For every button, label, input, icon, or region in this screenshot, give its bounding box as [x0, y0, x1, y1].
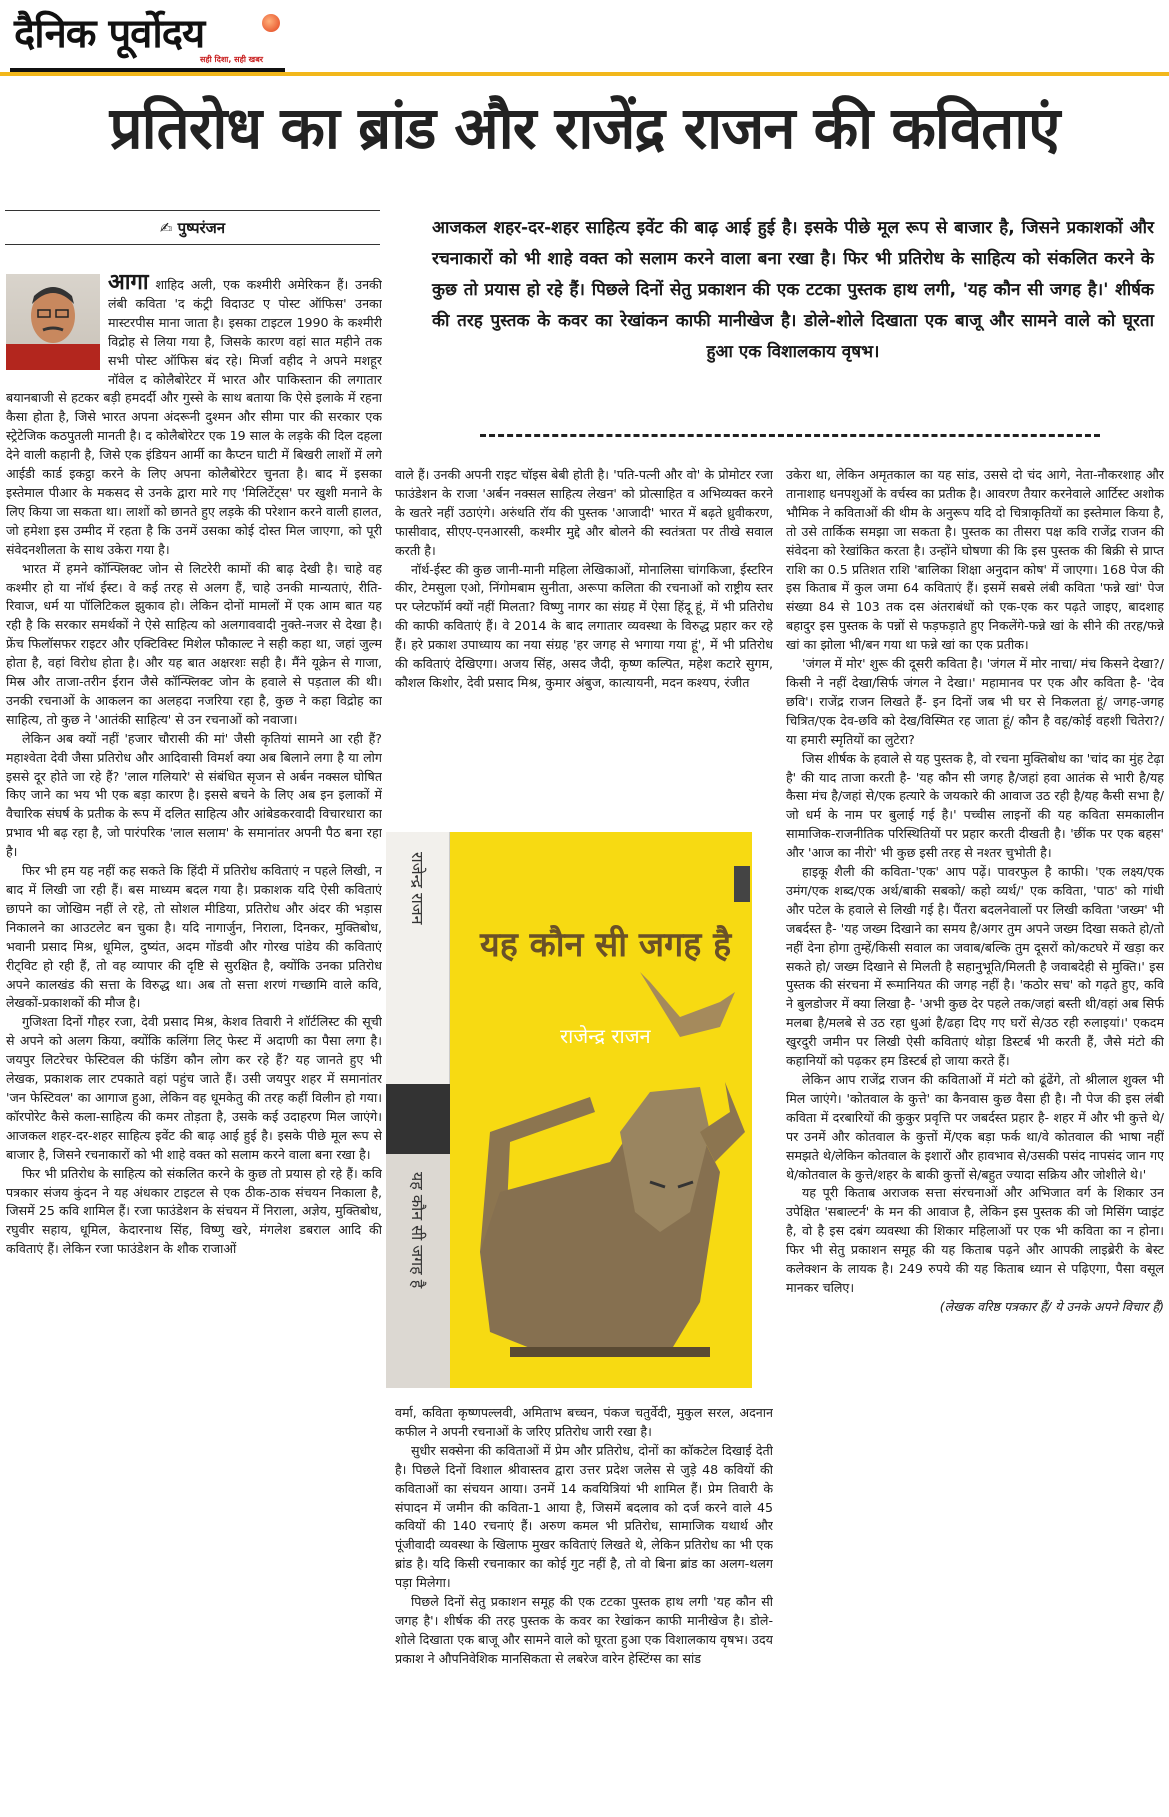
paragraph: लेकिन अब क्यों नहीं 'हजार चौरासी की मां' जैसी कृतियां सामने आ रही हैं? महाश्वेता देवी जैसा प्रतिरोध और आदिवासी विमर्श क्या अब बिलाने लगा है या लोग इससे दूर होते जा रहे हैं? 'लाल गलियारे' से संबंधित सृजन से अर्बन नक्सल घोषित किए जाने का भय भी एक बड़ा कारण है। इससे बचने के लिए अब इन इलाकों में वैचारिक संघर्ष के प्रतीक के रूप में दलित साहित्य और आंबेडकरवादी विचारधारा का प्रभाव भी बढ़ रहा है, जो पारंपरिक 'लाल सलाम' के समानांतर अपनी पैठ बना रहा है।: [6, 730, 382, 860]
book-cover-image: [386, 832, 752, 1388]
column-middle-bottom: [395, 1404, 773, 1814]
paragraph: वर्मा, कविता कृष्णपल्लवी, अमिताभ बच्चन, पंकज चतुर्वेदी, मुकुल सरल, अदनान कफील ने अपनी रचनाओं के जरिए प्रतिरोध जारी रखा है।: [395, 1405, 773, 1439]
article-headline: प्रतिरोध का ब्रांड और राजेंद्र राजन की कविताएं: [109, 94, 1060, 162]
paragraph: भारत में हमने कॉन्फ्लिक्ट जोन से लिटरेरी कामों की बाढ़ देखी है। चाहे वह कश्मीर हो या नॉर्थ ईस्ट। वे कई तरह से अलग हैं, चाहे उनकी मान्यताएं, रीति-रिवाज, धर्म या पॉलिटिकल झुकाव हो। लेकिन दोनों मामलों में एक आम बात यह रही है कि सरकार समर्थकों ने ऐसे साहित्य को अलगाववादी नुक्ते-नजर से देखा है। फ्रेंच फिलॉसफर राइटर और एक्टिविस्ट मिशेल फौकाल्ट ने सही कहा था, जहां जुल्म होता है, वहां विरोध होता है। और यह बात अक्षरशः सही है। मैंने यूक्रेन से गाजा, मिस्र और ताजा-तरीन ईरान जैसे कॉन्फ्लिक्ट जोन के हवाले से पड़ताल की थी। उनकी रचनाओं के आकलन का अलहदा नजरिया रहा है, कुछ ने कहा विद्रोह का साहित्य, तो कुछ ने 'आतंकी साहित्य' से उन रचनाओं को नवाजा।: [6, 560, 382, 727]
book-spine: [386, 832, 450, 1388]
paragraph: जिस शीर्षक के हवाले से यह पुस्तक है, वो रचना मुक्तिबोध का 'चांद का मुंह टेढ़ा है' की याद ताजा करती है- 'यह कौन सी जगह है/जहां हवा आतंक से भारी है/यह कैसा मंच है/जहां से/एक हत्यारे के जयकारे की आवाज उठ रही है/यह कैसी सभा है/जो धर्म के नाम पर बुलाई गई है।' पच्चीस लाइनों की यह कविता समकालीन सामाजिक-राजनीतिक परिस्थितियों पर प्रहार करती दीखती है। 'छींक पर एक बहस' और 'आज का नीरो' भी कुछ इसी तरह से नश्तर चुभोती है।: [786, 750, 1164, 861]
paragraph: उकेरा था, लेकिन अमृतकाल का यह सांड, उससे दो चंद आगे, नेता-नौकरशाह और तानाशाह धनपशुओं के वर्चस्व का प्रतीक है। आवरण तैयार करनेवाले आर्टिस्ट अशोक भौमिक ने कविताओं की थीम के अनुरूप यदि दो चित्राकृतियों का इस्तेमाल किया है, तो उसे तार्किक समझा जा सकता है। पुस्तक का तीसरा पक्ष कवि राजेंद्र राजन की संवेदना को रेखांकित करता है। उन्होंने घोषणा की कि इस पुस्तक की बिक्री से प्राप्त राशि का 0.5 प्रतिशत राशि 'बालिका शिक्षा अनुदान कोष' में जाएगा। 168 पेज की इस किताब में कुल जमा 64 कविताएं हैं। इसमें सबसे लंबी कविता 'फन्ने खां' पेज संख्या 84 से 103 तक दस अंतराबंधों को एक-एक कर पढ़ते जाइए, बादशाह बहादुर इस पुस्तक के पन्नों से फड़फड़ाते हुए निकलेंगे-फन्ने खां के सीने की तरह/फन्ने खां का झोला भी/बन गया था फन्ने खां का एक प्रतीक।: [786, 467, 1164, 653]
paragraph: वाले हैं। उनकी अपनी राइट चॉइस बेबी होती है। 'पति-पत्नी और वो' के प्रोमोटर रजा फाउंडेशन के राजा 'अर्बन नक्सल साहित्य लेखन' को प्रोत्साहित व अभिव्यक्त करने के खतरे नहीं उठाएंगे। अरुंधति रॉय की पुस्तक 'आजादी' भारत में बढ़ते ध्रुवीकरण, फासीवाद, सीएए-एनआरसी, कश्मीर मुद्दे और बोलने की स्वतंत्रता पर तीखे सवाल करती है।: [395, 467, 773, 558]
paragraph: पिछले दिनों सेतु प्रकाशन समूह की एक टटका पुस्तक हाथ लगी 'यह कौन सी जगह है'। शीर्षक की तरह पुस्तक के कवर का रेखांकन काफी मानीखेज है। डोले-शोले दिखाता एक बाजू और सामने वाले को घूरता हुआ एक विशालकाय वृषभ। उदय प्रकाश ने औपनिवेशिक मानसिकता से लबरेज वारेन हेस्टिंग्स का सांड: [395, 1594, 773, 1666]
paragraph: फिर भी प्रतिरोध के साहित्य को संकलित करने के कुछ तो प्रयास हो रहे हैं। कवि पत्रकार संजय कुंदन ने यह अंधकार टाइटल से एक ठीक-ठाक संचयन निकाला है, जिसमें 25 कवि शामिल हैं। रजा फाउंडेशन के संचयन में निराला, अज्ञेय, मुक्तिबोध, रघुवीर सहाय, धूमिल, केदारनाथ सिंह, विष्णु खरे, मंगलेश डबराल आदि की कविताएं हैं। लेकिन रजा फाउंडेशन के शौक राजाओं: [6, 1165, 382, 1257]
drop-word: आगा: [108, 274, 149, 295]
publisher-logo-icon: [386, 1084, 450, 1154]
book-title: यह कौन सी जगह है: [480, 925, 732, 965]
paragraph: फिर भी हम यह नहीं कह सकते कि हिंदी में प्रतिरोध कविताएं न पहले लिखी, न बाद में लिखी जा रही हैं। बस माध्यम बदल गया है। प्रकाशक यदि ऐसी कविताएं छापने का जोखिम नहीं ले रहे, तो सोशल मीडिया, प्रतिरोध और अंदर की भड़ास निकालने का आउटलेट बन चुका है। यदि नागार्जुन, निराला, दिनकर, मुक्तिबोध, भवानी प्रसाद मिश्र, धूमिल, दुष्यंत, अदम गोंडवी और गोरख पांडेय की कविताएं रीट्विट हो रही हैं, तो वह व्यापार की दृष्टि से सुरक्षित है, क्योंकि उनका प्रतिरोध अपने कालखंड की सत्ता के विरुद्ध था। अब तो सत्ता शरणं गच्छामि वाले कवि, लेखकों-प्रकाशकों की मौज है।: [6, 863, 382, 1011]
article-intro: आजकल शहर-दर-शहर साहित्य इवेंट की बाढ़ आई हुई है। इसके पीछे मूल रूप से बाजार है, जिसने प्रकाशकों और रचनाकारों को भी शाहे वक्त को सलाम करने वाला बना रखा है। फिर भी प्रतिरोध के साहित्य को संकलित करने के कुछ तो प्रयास हो रहे हैं। पिछले दिनों सेतु प्रकाशन की एक टटका पुस्तक हाथ लगी, 'यह कौन सी जगह है।' शीर्षक की तरह पुस्तक के कवर का रेखांकन काफी मानीखेज है। डोले-शोले दिखाता एक बाजू और सामने वाले को घूरता हुआ एक विशालकाय वृषभ।: [432, 218, 1154, 362]
paragraph: 'जंगल में मोर' शुरू की दूसरी कविता है। 'जंगल में मोर नाचा/ मंच किसने देखा?/ किसी ने नहीं देखा/सिर्फ जंगल ने देखा।' महामानव पर एक और कविता है- 'देव छवि'। राजेंद्र राजन लिखते हैं- इन दिनों जब भी घर से निकलता हूं/ जगह-जगह चित्रित/एक देव-छवि को देख/विस्मित रह जाता हूं/ कौन है वह/कोई वहशी चितेरा?/या हमारी स्मृतियों का लुटेरा?: [786, 656, 1164, 747]
paragraph: हाइकू शैली की कविता-'एक' आप पढ़ें। पावरफुल है काफी। 'एक लक्ष्य/एक उमंग/एक शब्द/एक अर्थ/बाकी सबको/ कहो व्यर्थ/' एक कविता, 'पाठ' को गांधी और पटेल के हवाले से लिखी गई है। पैंतरा बदलनेवालों पर लिखी कविता 'जख्म' भी जबर्दस्त है- 'यह जख्म दिखाने का समय है/अगर तुम अपने जख्म दिखा सकते हो/तो नहीं देना होगा तुम्हें/किसी सवाल का जवाब/बल्कि तुम दूसरों को/कटघरे में खड़ा कर सकते हो/ जख्म दिखाने से मिलती है सहानुभूति/मिलती है जवाबदेही से मुक्ति।' इस पुस्तक की संरचना में रूमानियत की जगह नहीं है। 'कठोर सच' को गढ़ते हुए, कवि ने बुलडोजर में क्या लिखा है- 'अभी कुछ देर पहले तक/जहां बस्ती थी/वहां अब सिर्फ मलबा है/मलबे से उठ रहा धुआं है/ढहा दिए गए घरों से/उठ रही रुलाइयां।' एकदम खुरदुरी जमीन पर लिखी ऐसी कविताएं थोड़ा डिस्टर्ब भी करती हैं, जैसे मंटो की कहानियों को पढ़कर हम डिस्टर्ब हो जाया करते हैं।: [786, 864, 1164, 1069]
paragraph: यह पूरी किताब अराजक सत्ता संरचनाओं और अभिजात वर्ग के शिकार उन उपेक्षित 'सबाल्टर्न' के मन की आवाज है, लेकिन इस पुस्तक की जो मिसिंग प्वाइंट है, वो है इस दबंग व्यवस्था की शिकार महिलाओं पर एक भी कविता का न होना। फिर भी सेतु प्रकाशन समूह की यह किताब पढ़ने और आपकी लाइब्रेरी के बेस्ट कलेक्शन के लायक है। 249 रुपये की यह किताब ध्यान से पढ़िएगा, पैसा वसूल मानकर चलिए।: [786, 1185, 1164, 1295]
column-left: [6, 274, 382, 1814]
spine-author: राजेन्द्र राजन: [408, 852, 427, 925]
masthead-logo: दैनिक पूर्वोदय: [14, 11, 205, 57]
logo-sun-icon: [262, 14, 280, 32]
spine-title: यह कौन सी जगह है: [408, 1172, 427, 1289]
author-note: (लेखक वरिष्ठ पत्रकार हैं/ ये उनके अपने विचार हैं): [939, 1298, 1164, 1314]
paragraph: गुजिश्ता दिनों गौहर रजा, देवी प्रसाद मिश्र, केशव तिवारी ने शॉर्टलिस्ट की सूची से अपने को अलग किया, क्योंकि कलिंगा लिट् फेस्ट में अदाणी का पैसा लगा है। जयपुर लिटरेचर फेस्टिवल की फंडिंग कौन लोग कर रहे हैं? यह जानते हुए भी लेखक, प्रकाशक लार टपकाते वहां पहुंच जाते हैं। उसी जयपुर शहर में समानांतर 'जन फेस्टिवल' का आगाज हुआ, लेकिन वह धूमकेतु की तरह कहीं विलीन हो गया। कॉरपोरेट कैसे कला-साहित्य की कमर तोड़ता है, उसके कई उदाहरण मिल जाएंगे। आजकल शहर-दर-शहर साहित्य इवेंट की बाढ़ आई हुई है। इसके पीछे मूल रूप से बाजार है, जिसने रचनाकारों को भी शाहे वक्त को सलाम करने वाला बना रखा है।: [6, 1014, 382, 1162]
paragraph: शाहिद अली, एक कश्मीरी अमेरिकन हैं। उनकी लंबी कविता 'द कंट्री विदाउट ए पोस्ट ऑफिस' उनका मास्टरपीस माना जाता है। इसका टाइटल 1990 के कश्मीरी विद्रोह से लिया गया है, जिसके कारण वहां सात महीने तक सभी पोस्ट ऑफिस बंद रहे। मिर्जा वहीद ने अपने मशहूर नॉवेल द कोलैबोरेटर में भारत और पाकिस्तान की लगातार बयानबाजी से हटकर बड़ी हमदर्दी और गुस्से के साथ बताया कि ऐसे इलाके में रहना कैसा होता है, जिसे भारत अपना अंदरूनी दुश्मन और सीमा पार की सरकार एक स्ट्रेटेजिक कठपुतली मानती है। द कोलैबोरेटर एक 19 साल के लड़के की दिल दहला देने वाली कहानी है, जिसे एक इंडियन आर्मी का कैप्टन घाटी में बिखरी लाशों में लगे आईडी कार्ड इकट्ठा करने के लिए अपना कोलैबोरेटर चुनता है। बाद में इसका इस्तेमाल पीआर के मकसद से उनके द्वारा मारे गए 'मिलिटेंट्स' पर खुशी मनाने के लिए किया जा सकता था। लाशों को छानते हुए लड़के की परेशान करने वाली हालत, जो हमेशा इस उम्मीद में रहता है कि उनमें उसका कोई दोस्त मिल जाएगा, को पूरी संवेदनशीलता के साथ उकेरा गया है।: [6, 277, 382, 557]
masthead-tagline: सही दिशा, सही खबर: [200, 55, 264, 64]
dashed-divider: [480, 434, 1100, 437]
divider: [5, 210, 380, 211]
bull-illustration: [450, 832, 752, 1388]
paragraph: लेकिन आप राजेंद्र राजन की कविताओं में मंटो को ढूंढेंगे, तो श्रीलाल शुक्ल भी मिल जाएंगे। 'कोतवाल के कुत्ते' का कैनवास कुछ वैसा ही है। नौ पेज की इस लंबी कविता में दरबारियों की कुकुर प्रवृत्ति पर जबर्दस्त प्रहार है- शहर में और भी कुत्ते थे/पर उनमें और कोतवाल के कुत्तों में/एक बड़ा फर्क था/वे कोतवाल की भाषा नहीं समझते थे/लेकिन कोतवाल के इशारों और हावभाव से/उसकी पसंद नापसंद जान गए थे/कोतवाल के कुत्ते/शहर के बाकी कुत्तों से/बहुत ज्यादा सक्रिय और जोशीले थे।': [786, 1072, 1164, 1182]
book-front-cover: [450, 832, 752, 1388]
author-photo: [6, 274, 100, 370]
paragraph: सुधीर सक्सेना की कविताओं में प्रेम और प्रतिरोध, दोनों का कॉकटेल दिखाई देती है। पिछले दिनों विशाल श्रीवास्तव द्वारा उत्तर प्रदेश जलेस से जुड़े 48 कवियों की कविताओं का संचयन आया। उनमें 14 कवयित्रियां भी शामिल हैं। प्रेम तिवारी के संपादन में जमीन की कविता-1 आया है, जिसमें बदलाव को दर्ज करने वाले 45 कवियों की 140 रचनाएं हैं। अरुण कमल भी प्रतिरोध, सामाजिक यथार्थ और पूंजीवादी व्यवस्था के खिलाफ मुखर कविताएं लिखते थे, लेकिन प्रतिरोध का भी एक ब्रांड है। यदि किसी रचनाकार का कोई गुट नहीं है, तो वो बिना ब्रांड का अलग-थलग पड़ा मिलेगा।: [395, 1442, 773, 1591]
byline: ✍ पुष्परंजन: [159, 219, 226, 237]
paragraph: नॉर्थ-ईस्ट की कुछ जानी-मानी महिला लेखिकाओं, मोनालिसा चांगकिजा, ईस्टरिन कीर, टेमसुला एओ, निंगोमबाम सुनीता, अरूपा कलिता की रचनाओं को राष्ट्रीय स्तर पर प्लेटफॉर्म क्यों नहीं मिलता? विष्णु नागर का संग्रह में ऐसा हिंदू हूं, में भी प्रतिरोध की काफी कविताएं हैं। वे 2014 के बाद लगातार व्यवस्था के विरुद्ध प्रहार कर रहे हैं। हरे प्रकाश उपाध्याय का नया संग्रह 'हर जगह से भगाया गया हूं', में भी प्रतिरोध की कविताएं देखिएगा। अजय सिंह, असद जैदी, कृष्ण कल्पित, महेश कटारे सुगम, कौशल किशोर, देवी प्रसाद मिश्र, कुमार अंबुज, कात्यायनी, मदन कश्यप, रंजीत: [395, 561, 773, 690]
header-divider: [0, 72, 1169, 76]
column-middle-top: [395, 466, 773, 812]
divider: [5, 244, 380, 245]
book-author: राजेन्द्र राजन: [560, 1024, 651, 1048]
column-right: [786, 466, 1164, 1806]
